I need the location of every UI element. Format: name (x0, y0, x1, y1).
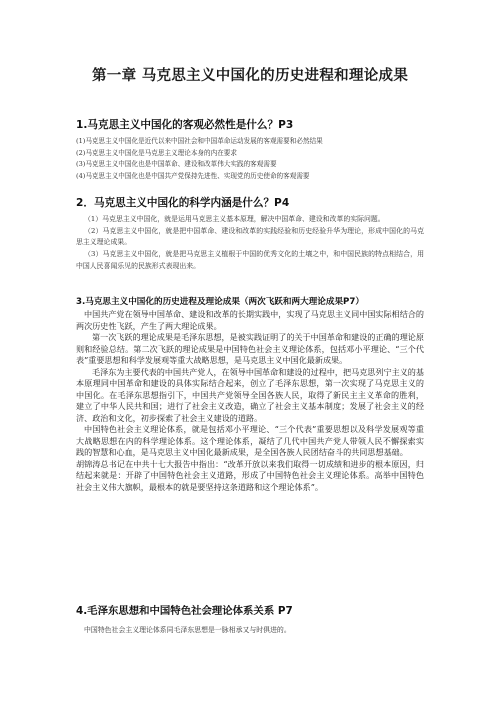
chapter-title-block (76, 66, 424, 87)
question-4 (76, 604, 424, 637)
paragraph: （1）马克思主义中国化，就是运用马克思主义基本原理，解决中国革命、建设和改革的实际问题。 (84, 215, 385, 223)
question-3-heading: 3.马克思主义中国化的历史进程及理论成果（两次飞跃和两大理论成果P7） (76, 297, 364, 307)
paragraph: 中国特色社会主义理论体系同毛泽东思想是一脉相承又与时俱进的。 (84, 626, 291, 634)
question-3-paragraphs (76, 309, 424, 493)
list-item: (2)马克思主义中国化是马克思主义理论本身的内在要求 (76, 148, 237, 157)
question-1 (76, 118, 424, 183)
question-1-heading: 1.马克思主义中国化的客观必然性是什么？P3 (76, 119, 294, 131)
paragraph: 中国共产党在领导中国革命、建设和改革的长期实践中，实现了马克思主义同中国实际相结合的两次历史性飞跃，产生了两大理论成果。 (76, 309, 424, 331)
paragraph: （3）马克思主义中国化，就是把马克思主义植根于中国的优秀文化的土壤之中，和中国民族的特点相结合，用中国人民喜闻乐见的民族形式表现出来。 (76, 250, 424, 270)
paragraph: （2）马克思主义中国化，就是把中国革命、建设和改革的实践经验和历史经验升华为理论，形成中国化的马克思主义理论成果。 (76, 226, 424, 247)
question-2-heading: 2．马克思主义中国化的科学内涵是什么？P4 (76, 197, 290, 209)
list-item: (3)马克思主义中国化也是中国革命、建设和改革伟大实践的客观需要 (76, 160, 277, 169)
list-item: (4)马克思主义中国化也是中国共产党保持先进性、实现党的历史使命的客观需要 (76, 172, 310, 181)
question-3 (76, 296, 424, 493)
paragraph: 中国特色社会主义理论体系，就是包括邓小平理论、“三个代表”重要思想以及科学发展观等重大战略思想在内的科学理论体系。这个理论体系，凝结了几代中国共产党人带领人民不懈探索实践的智慧和心血，是马克思主义中国化最新成果，是全国各族人民团结奋斗的共同思想基础。 (76, 424, 424, 457)
question-2-paragraphs (76, 214, 424, 273)
list-item: (1)马克思主义中国化是近代以来中国社会和中国革命运动发展的客观需要和必然结果 (76, 137, 323, 145)
question-1-list (76, 136, 424, 183)
paragraph: 胡锦涛总书记在中共十七大报告中指出：“改革开放以来我们取得一切成绩和进步的根本原因，归结起来就是：开辟了中国特色社会主义道路，形成了中国特色社会主义理论体系。高举中国特色社会主义伟大旗帜，最根本的就是要坚持这条道路和这个理论体系”。 (76, 458, 424, 492)
question-4-heading: 4.毛泽东思想和中国特色社会理论体系关系 P7 (76, 605, 293, 617)
question-2 (76, 196, 424, 273)
chapter-title: 第一章 马克思主义中国化的历史进程和理论成果 (92, 68, 409, 84)
paragraph: 第一次飞跃的理论成果是毛泽东思想，是被实践证明了的关于中国革命和建设的正确的理论原则和经验总结。第二次飞跃的理论成果是中国特色社会主义理论体系，包括邓小平理论、“三个代表”重要思想和科学发展观等重大战略思想，是马克思主义中国化最新成果。 (76, 332, 424, 365)
question-4-paragraphs (76, 625, 424, 637)
paragraph: 毛泽东为主要代表的中国共产党人，在领导中国革命和建设的过程中，把马克思列宁主义的基本原理同中国革命和建设的具体实际结合起来，创立了毛泽东思想，第一次实现了马克思主义的中国化。在毛泽东思想指引下，中国共产党领导全国各族人民，取得了新民主主义革命的胜利，建立了中华人民共和国；进行了社会主义改造，确立了社会主义基本制度；发展了社会主义的经济、政治和文化，初步探索了社会主义建设的道路。 (76, 366, 424, 423)
